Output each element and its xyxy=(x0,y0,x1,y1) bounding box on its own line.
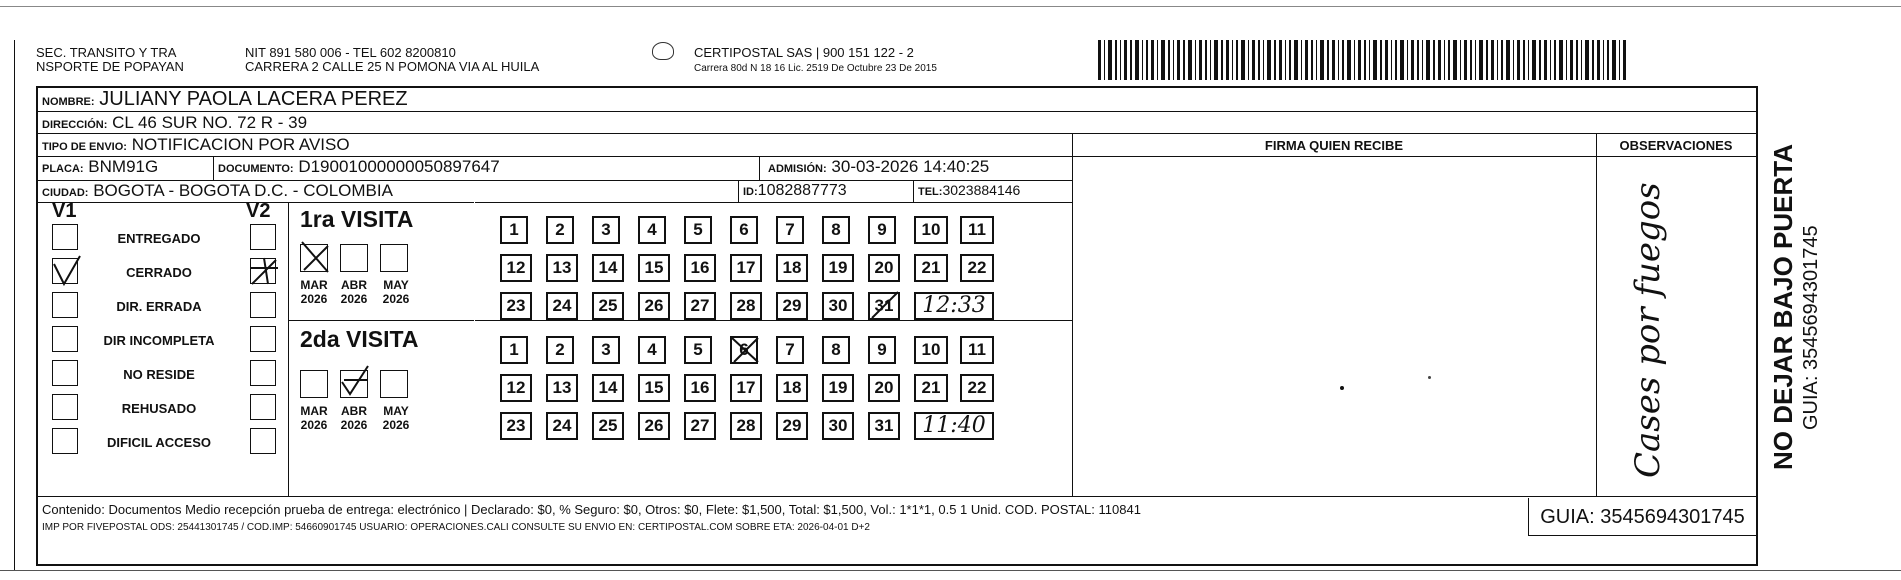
second-day-30[interactable]: 30 xyxy=(822,412,854,440)
footer-divider xyxy=(38,496,1756,497)
placa-cell xyxy=(38,156,214,180)
carrier-line2: Carrera 80d N 18 16 Lic. 2519 De Octubre 23 De 2015 xyxy=(694,63,937,74)
observaciones-label: OBSERVACIONES xyxy=(1619,138,1733,153)
first-day-31-strike xyxy=(868,288,902,322)
sender-line1: SEC. TRANSITO Y TRA xyxy=(36,45,177,60)
v2-label: V2 xyxy=(246,200,271,222)
second-day-9[interactable]: 9 xyxy=(868,336,896,364)
ciudad-value: BOGOTA - BOGOTA D.C. - COLOMBIA xyxy=(93,181,393,200)
status-dir-incompleta: DIR INCOMPLETA xyxy=(103,333,215,348)
status-no-reside: NO RESIDE xyxy=(123,367,195,382)
second-month-may[interactable] xyxy=(380,370,408,398)
direccion-value: CL 46 SUR NO. 72 R - 39 xyxy=(112,113,308,132)
delivery-form xyxy=(36,86,1758,566)
second-day-11[interactable]: 11 xyxy=(960,336,994,364)
second-day-21[interactable]: 21 xyxy=(914,374,948,402)
second-day-22[interactable]: 22 xyxy=(960,374,994,402)
footer-imp: IMP POR FIVEPOSTAL ODS: 25441301745 / COD.IMP: 54660901745 USUARIO: OPERACIONES.CALI CONSULTE SU ENVIO EN: CERTIPOSTAL.COM SOBRE ETA: 2026-04-01 D+2 xyxy=(42,522,870,533)
first-day-15[interactable]: 15 xyxy=(638,254,670,282)
footer-guia: GUIA: 3545694301745 xyxy=(1540,506,1745,528)
second-day-7[interactable]: 7 xyxy=(776,336,804,364)
first-day-21[interactable]: 21 xyxy=(914,254,948,282)
second-day-10[interactable]: 10 xyxy=(914,336,948,364)
first-day-18[interactable]: 18 xyxy=(776,254,808,282)
tipo-value: NOTIFICACION POR AVISO xyxy=(131,135,350,154)
ciudad-label: CIUDAD: xyxy=(42,187,89,199)
observaciones-handwriting: Cases por fuegos xyxy=(1628,182,1668,478)
first-day-25[interactable]: 25 xyxy=(592,292,624,320)
status-entregado: ENTREGADO xyxy=(117,231,201,246)
second-day-23[interactable]: 23 xyxy=(500,412,532,440)
side-guia-label: GUIA: 3545694301745 xyxy=(1800,225,1822,430)
second-day-24[interactable]: 24 xyxy=(546,412,578,440)
v1-check-mark xyxy=(50,254,82,288)
row-nombre xyxy=(38,88,1756,112)
status-cerrado: CERRADO xyxy=(126,265,192,280)
second-day-27[interactable]: 27 xyxy=(684,412,716,440)
v2-box-entregado[interactable] xyxy=(250,224,276,250)
id-label: ID: xyxy=(743,186,758,198)
second-day-15[interactable]: 15 xyxy=(638,374,670,402)
first-day-26[interactable]: 26 xyxy=(638,292,670,320)
first-day-14[interactable]: 14 xyxy=(592,254,624,282)
first-mon-may: MAY 2026 xyxy=(382,278,410,306)
second-day-14[interactable]: 14 xyxy=(592,374,624,402)
second-day-4[interactable]: 4 xyxy=(638,336,666,364)
v1-box-no-reside[interactable] xyxy=(52,360,78,386)
v2-box-dificil-acceso[interactable] xyxy=(250,428,276,454)
first-day-5[interactable]: 5 xyxy=(684,216,712,244)
second-day-25[interactable]: 25 xyxy=(592,412,624,440)
second-day-3[interactable]: 3 xyxy=(592,336,620,364)
second-day-31[interactable]: 31 xyxy=(868,412,900,440)
signature-dot xyxy=(1340,386,1344,390)
v2-box-dir-errada[interactable] xyxy=(250,292,276,318)
footer-contenido: Contenido: Documentos Medio recepción prueba de entrega: electrónico | Declarado: $0, % Seguro: $0, Otros: $0, Flete: $1,500, Total: $1,500, Vol.: 1*1*1, 0.5 1 Unid. COD. POSTAL: 110841 xyxy=(42,502,1141,517)
first-day-3[interactable]: 3 xyxy=(592,216,620,244)
firma-label: FIRMA QUIEN RECIBE xyxy=(1264,138,1404,153)
v1-box-dir-incompleta[interactable] xyxy=(52,326,78,352)
left-edge-line xyxy=(14,40,15,570)
first-month-may[interactable] xyxy=(380,244,408,272)
id-value: 1082887773 xyxy=(757,182,847,199)
second-day-6[interactable]: 6 xyxy=(730,336,758,364)
documento-value: D19001000000050897647 xyxy=(298,157,500,176)
documento-cell xyxy=(214,156,760,180)
second-day-18[interactable]: 18 xyxy=(776,374,808,402)
ciudad-cell xyxy=(38,180,738,202)
second-mon-abr: ABR 2026 xyxy=(340,404,368,432)
first-day-30[interactable]: 30 xyxy=(822,292,854,320)
v2-check-mark xyxy=(246,254,282,288)
nombre-value: JULIANY PAOLA LACERA PEREZ xyxy=(99,88,408,110)
first-day-20[interactable]: 20 xyxy=(868,254,900,282)
visits-divider xyxy=(288,320,1072,321)
first-day-27[interactable]: 27 xyxy=(684,292,716,320)
placa-value: BNM91G xyxy=(88,157,159,176)
no-dejar-label: NO DEJAR BAJO PUERTA xyxy=(1768,143,1798,470)
first-visit-title: 1ra VISITA xyxy=(300,206,414,232)
first-day-16[interactable]: 16 xyxy=(684,254,716,282)
carrier-line1: CERTIPOSTAL SAS | 900 151 122 - 2 xyxy=(694,45,914,60)
second-day-16[interactable]: 16 xyxy=(684,374,716,402)
second-day-5[interactable]: 5 xyxy=(684,336,712,364)
first-day-31[interactable]: 31 xyxy=(868,292,900,320)
second-day-20[interactable]: 20 xyxy=(868,374,900,402)
tel-cell xyxy=(914,180,1072,202)
v1-box-dificil-acceso[interactable] xyxy=(52,428,78,454)
second-visit-title: 2da VISITA xyxy=(300,326,419,352)
v1-box-entregado[interactable] xyxy=(52,224,78,250)
direccion-label: DIRECCIÓN: xyxy=(42,119,108,131)
first-day-6[interactable]: 6 xyxy=(730,216,758,244)
first-day-23[interactable]: 23 xyxy=(500,292,532,320)
bottom-rule xyxy=(0,570,1901,571)
first-day-24[interactable]: 24 xyxy=(546,292,578,320)
first-day-17[interactable]: 17 xyxy=(730,254,762,282)
second-time-box[interactable]: 11:40 xyxy=(914,412,994,440)
v1-label: V1 xyxy=(52,200,77,222)
second-mon-mar: MAR 2026 xyxy=(300,404,328,432)
first-day-7[interactable]: 7 xyxy=(776,216,804,244)
first-mon-abr: ABR 2026 xyxy=(340,278,368,306)
second-month-check xyxy=(338,362,372,398)
sender-line2: NSPORTE DE POPAYAN xyxy=(36,59,184,74)
first-day-12[interactable]: 12 xyxy=(500,254,532,282)
first-mon-mar: MAR 2026 xyxy=(300,278,328,306)
months-divider xyxy=(474,202,475,496)
id-cell xyxy=(738,180,914,202)
v1-box-rehusado[interactable] xyxy=(52,394,78,420)
second-day-17[interactable]: 17 xyxy=(730,374,762,402)
nit-line2: CARRERA 2 CALLE 25 N POMONA VIA AL HUILA xyxy=(245,59,540,74)
signature-dot-2 xyxy=(1428,376,1431,379)
second-mon-may: MAY 2026 xyxy=(382,404,410,432)
ciudad-underline xyxy=(38,202,1072,203)
admision-cell xyxy=(760,156,1072,180)
first-time-box[interactable]: 12:33 xyxy=(914,292,994,320)
row-direccion xyxy=(38,112,1756,134)
admision-label: ADMISIÓN: xyxy=(768,163,827,175)
first-day-9[interactable]: 9 xyxy=(868,216,896,244)
first-day-8[interactable]: 8 xyxy=(822,216,850,244)
documento-label: DOCUMENTO: xyxy=(218,163,294,175)
v1-box-dir-errada[interactable] xyxy=(52,292,78,318)
second-day-28[interactable]: 28 xyxy=(730,412,762,440)
status-rehusado: REHUSADO xyxy=(121,401,197,416)
v2-box-no-reside[interactable] xyxy=(250,360,276,386)
first-day-11[interactable]: 11 xyxy=(960,216,994,244)
first-day-4[interactable]: 4 xyxy=(638,216,666,244)
first-day-19[interactable]: 19 xyxy=(822,254,854,282)
v2-box-dir-incompleta[interactable] xyxy=(250,326,276,352)
second-day-13[interactable]: 13 xyxy=(546,374,578,402)
second-day-29[interactable]: 29 xyxy=(776,412,808,440)
first-day-1[interactable]: 1 xyxy=(500,216,528,244)
first-month-abr[interactable] xyxy=(340,244,368,272)
placa-label: PLACA: xyxy=(42,163,84,175)
footer-guia-box xyxy=(1528,498,1756,536)
admision-value: 30-03-2026 14:40:25 xyxy=(831,157,990,176)
first-day-28[interactable]: 28 xyxy=(730,292,762,320)
sig-col-left xyxy=(1072,134,1073,496)
obs-col-left xyxy=(1596,134,1597,496)
second-day-6-strike xyxy=(728,332,762,366)
tel-label: TEL: xyxy=(918,186,943,198)
second-day-1[interactable]: 1 xyxy=(500,336,528,364)
first-day-29[interactable]: 29 xyxy=(776,292,808,320)
second-day-19[interactable]: 19 xyxy=(822,374,854,402)
second-day-26[interactable]: 26 xyxy=(638,412,670,440)
second-day-12[interactable]: 12 xyxy=(500,374,532,402)
second-day-2[interactable]: 2 xyxy=(546,336,574,364)
status-dir-errada: DIR. ERRADA xyxy=(116,299,202,314)
barcode xyxy=(1098,40,1628,80)
status-dificil-acceso: DIFICIL ACCESO xyxy=(106,435,211,450)
first-day-22[interactable]: 22 xyxy=(960,254,994,282)
second-month-mar[interactable] xyxy=(300,370,328,398)
first-month-check xyxy=(298,238,332,274)
carrier-logo-icon xyxy=(652,42,674,60)
tipo-label: TIPO DE ENVIO: xyxy=(42,141,127,153)
first-day-2[interactable]: 2 xyxy=(546,216,574,244)
v2-box-rehusado[interactable] xyxy=(250,394,276,420)
first-day-13[interactable]: 13 xyxy=(546,254,578,282)
tel-value: 3023884146 xyxy=(942,182,1021,198)
sig-header-underline xyxy=(1072,156,1756,157)
nit-line1: NIT 891 580 006 - TEL 602 8200810 xyxy=(245,45,456,60)
second-day-8[interactable]: 8 xyxy=(822,336,850,364)
nombre-label: NOMBRE: xyxy=(42,96,95,108)
first-day-10[interactable]: 10 xyxy=(914,216,948,244)
checklist-divider xyxy=(288,202,289,496)
top-rule xyxy=(0,6,1901,7)
